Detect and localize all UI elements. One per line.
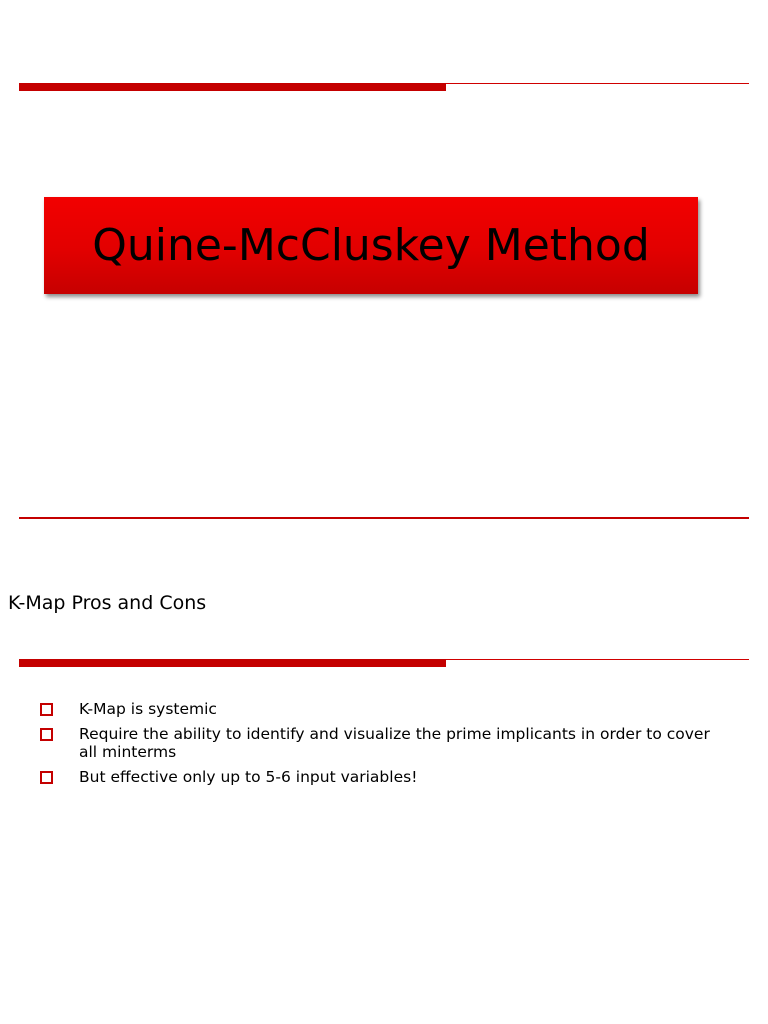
square-bullet-icon (40, 728, 53, 741)
slide1-title: Quine-McCluskey Method (92, 220, 650, 271)
bullet-item (40, 725, 720, 761)
square-bullet-icon (40, 703, 53, 716)
slide2-header-bar-thick (19, 659, 446, 667)
bullet-list (40, 700, 720, 793)
square-bullet-icon (40, 771, 53, 784)
bullet-text: Require the ability to identify and visualize the prime implicants in order to cover all minterms (79, 725, 710, 761)
slide1-header-bar-thick (19, 83, 446, 91)
slide-divider (19, 517, 749, 519)
bullet-item (40, 700, 720, 718)
bullet-text: But effective only up to 5-6 input variables! (79, 768, 418, 786)
slide1-title-box (44, 197, 698, 294)
bullet-text: K-Map is systemic (79, 700, 217, 718)
bullet-item (40, 768, 720, 786)
slide1-header-bar-thin (446, 83, 749, 84)
slide2-header-bar-thin (446, 659, 749, 660)
slide2-title: K-Map Pros and Cons (8, 592, 207, 614)
